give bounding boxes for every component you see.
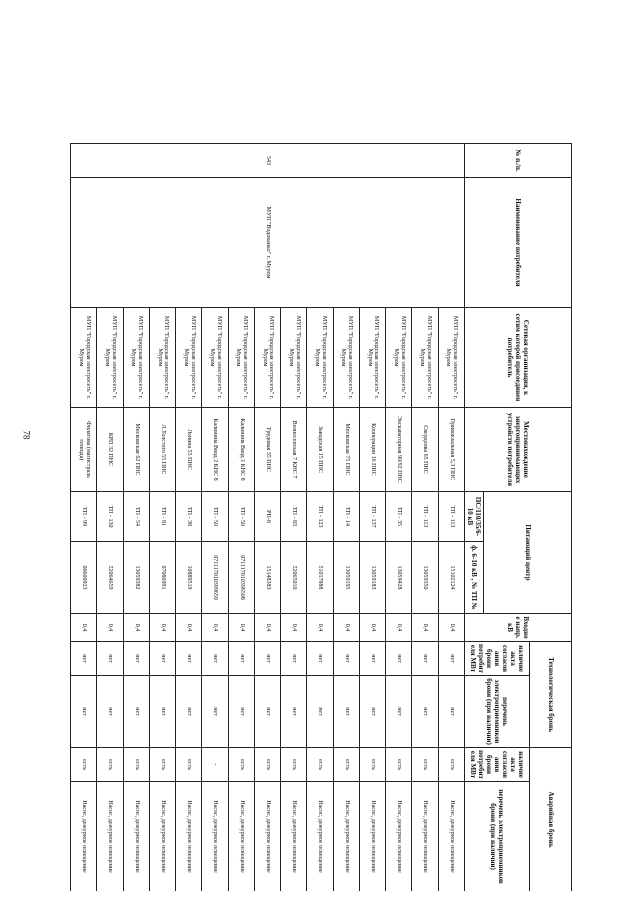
table-header: [464, 144, 571, 892]
ps-cell: ТП - 130: [97, 492, 123, 542]
org-cell: МУП "Городская электросеть" г. Муром: [202, 308, 228, 408]
emerg-act-cell: есть: [359, 748, 385, 782]
emerg-list-cell: Насос, дежурное освещение: [228, 782, 254, 891]
tech-act-cell: нет: [176, 642, 202, 676]
org-cell: МУП "Городская электросеть" г. Муром: [438, 308, 464, 408]
consumer-number-cell: 543: [71, 144, 465, 178]
tech-list-cell: нет: [71, 676, 97, 748]
tech-act-cell: нет: [254, 642, 280, 676]
tp-cell: 15148383: [254, 542, 280, 614]
voltage-cell: 0,4: [307, 614, 333, 642]
tech-act-cell: нет: [333, 642, 359, 676]
tp-cell: 10889519: [176, 542, 202, 614]
voltage-cell: 0,4: [202, 614, 228, 642]
emerg-list-cell: Насос, дежурное освещение: [412, 782, 438, 891]
col-tech-header: Технологическая бронь: [530, 642, 572, 748]
consumer-name-cell: МУП "Водоканал" г. Муром: [71, 178, 465, 308]
tech-act-cell: нет: [412, 642, 438, 676]
org-cell: МУП "Городская электросеть" г. Муром: [71, 308, 97, 408]
voltage-cell: 0,4: [149, 614, 175, 642]
page-number: 78: [21, 430, 32, 440]
location-cell: Калинина Ввод 1 КНС 8: [228, 408, 254, 492]
tech-list-cell: нет: [228, 676, 254, 748]
emerg-act-cell: есть: [71, 748, 97, 782]
tech-list-cell: нет: [307, 676, 333, 748]
tech-list-cell: нет: [281, 676, 307, 748]
emerg-list-cell: Насос, дежурное освещение: [97, 782, 123, 891]
location-cell: Московская 75 ПНС: [333, 408, 359, 492]
location-cell: Заводская 15 ПНС: [307, 408, 333, 492]
voltage-cell: 0,4: [333, 614, 359, 642]
location-cell: Калинина Ввод 2 КНС 8: [202, 408, 228, 492]
emerg-list-cell: Насос, дежурное освещение: [307, 782, 333, 891]
location-cell: Свердлова 65 ПНС: [412, 408, 438, 492]
tech-list-cell: нет: [97, 676, 123, 748]
tech-act-cell: нет: [97, 642, 123, 676]
tp-cell: 13059195: [333, 542, 359, 614]
emerg-list-cell: Насос, дежурное освещение: [202, 782, 228, 891]
tp-cell: 13059183: [359, 542, 385, 614]
voltage-cell: 0,4: [386, 614, 412, 642]
emerg-list-cell: Насос, дежурное освещение: [333, 782, 359, 891]
voltage-cell: 0,4: [412, 614, 438, 642]
org-cell: МУП "Городская электросеть" г. Муром: [123, 308, 149, 408]
location-cell: Экскаваторная 90/92 ПНС: [386, 408, 412, 492]
ps-cell: ТП - 113: [412, 492, 438, 542]
ps-cell: ТП - 50: [228, 492, 254, 542]
location-cell: Привокзальная 5,3 ПНС: [438, 408, 464, 492]
emerg-list-cell: Насос, дежурное освещение: [438, 782, 464, 891]
rotated-table-container: [70, 143, 572, 891]
col-tech-act-header: наличие акта согласования брони потребителя МВт: [464, 642, 529, 676]
tp-cell: 071117010399659: [202, 542, 228, 614]
tech-act-cell: нет: [359, 642, 385, 676]
emerg-act-cell: -: [202, 748, 228, 782]
emerg-list-cell: Насос, дежурное освещение: [123, 782, 149, 891]
tech-act-cell: нет: [386, 642, 412, 676]
ps-cell: ТП - 113: [438, 492, 464, 542]
ps-cell: РП-8: [254, 492, 280, 542]
emerg-act-cell: есть: [149, 748, 175, 782]
location-cell: Л.Толстого 55 ПНС: [149, 408, 175, 492]
tp-cell: 52064659: [97, 542, 123, 614]
ps-cell: ТП - 99: [71, 492, 97, 542]
col-center-ps-header: ПС/110/35/6-10 кВ: [464, 492, 483, 542]
tp-cell: 071117010396508: [228, 542, 254, 614]
emerg-list-cell: Насос, дежурное освещение: [281, 782, 307, 891]
location-cell: КРП 32 ПНС: [97, 408, 123, 492]
col-voltage-header: Входное напр. кВ: [464, 614, 571, 642]
emerg-act-cell: есть: [176, 748, 202, 782]
voltage-cell: 0,4: [359, 614, 385, 642]
ps-cell: ТП - 137: [359, 492, 385, 542]
emerg-act-cell: есть: [412, 748, 438, 782]
col-emerg-header: Аварийная бронь: [530, 748, 572, 891]
ps-cell: ТП - 38: [176, 492, 202, 542]
org-cell: МУП "Городская электросеть" г. Муром: [97, 308, 123, 408]
reserve-table: [70, 143, 572, 891]
org-cell: МУП "Городская электросеть" г. Муром: [228, 308, 254, 408]
col-tech-list-header: перечень электроприемников брони (при наличии): [464, 676, 529, 748]
voltage-cell: 0,4: [97, 614, 123, 642]
voltage-cell: 0,4: [71, 614, 97, 642]
tech-list-cell: нет: [333, 676, 359, 748]
tp-cell: 15102124: [438, 542, 464, 614]
tech-list-cell: нет: [359, 676, 385, 748]
emerg-act-cell: есть: [123, 748, 149, 782]
tech-act-cell: нет: [149, 642, 175, 676]
voltage-cell: 0,4: [254, 614, 280, 642]
location-cell: Кооперации 16 ПНС: [359, 408, 385, 492]
tp-cell: 52065010: [281, 542, 307, 614]
tech-list-cell: нет: [123, 676, 149, 748]
tech-act-cell: нет: [71, 642, 97, 676]
org-cell: МУП "Городская электросеть" г. Муром: [281, 308, 307, 408]
tech-list-cell: нет: [386, 676, 412, 748]
emerg-act-cell: есть: [386, 748, 412, 782]
emerg-act-cell: есть: [97, 748, 123, 782]
tech-list-cell: нет: [412, 676, 438, 748]
ps-cell: ТП - 35: [386, 492, 412, 542]
location-cell: Вознесенская 7 КНС 7: [281, 408, 307, 492]
tp-cell: 00600923: [71, 542, 97, 614]
org-cell: МУП "Городская электросеть" г. Муром: [359, 308, 385, 408]
tp-cell: 07086991: [149, 542, 175, 614]
rotated-table-content: [70, 143, 572, 891]
tech-act-cell: нет: [438, 642, 464, 676]
emerg-act-cell: есть: [254, 748, 280, 782]
tech-list-cell: нет: [176, 676, 202, 748]
emerg-act-cell: есть: [333, 748, 359, 782]
tp-cell: 13059350: [412, 542, 438, 614]
col-center-header: Питающий центр: [484, 492, 572, 614]
org-cell: МУП "Городская электросеть" г. Муром: [386, 308, 412, 408]
org-cell: МУП "Городская электросеть" г. Муром: [176, 308, 202, 408]
location-cell: Московская 62 ПНС: [123, 408, 149, 492]
col-location-header: Местонахождение энергопринимающих устройств потребителя: [464, 408, 571, 492]
voltage-cell: 0,4: [176, 614, 202, 642]
ps-cell: ТП - 50: [202, 492, 228, 542]
ps-cell: ТП - 83: [281, 492, 307, 542]
tech-list-cell: нет: [438, 676, 464, 748]
emerg-list-cell: Насос, дежурное освещение: [176, 782, 202, 891]
tech-act-cell: нет: [281, 642, 307, 676]
voltage-cell: 0,4: [123, 614, 149, 642]
ps-cell: ТП - 14: [333, 492, 359, 542]
tech-act-cell: нет: [307, 642, 333, 676]
emerg-act-cell: есть: [438, 748, 464, 782]
emerg-list-cell: Насос, дежурное освещение: [254, 782, 280, 891]
tech-list-cell: нет: [149, 676, 175, 748]
org-cell: МУП "Городская электросеть" г. Муром: [307, 308, 333, 408]
table-body: [71, 144, 465, 892]
org-cell: МУП "Городская электросеть" г. Муром: [149, 308, 175, 408]
emerg-list-cell: Насос, дежурное освещение: [359, 782, 385, 891]
tech-act-cell: нет: [123, 642, 149, 676]
tp-cell: 51017888: [307, 542, 333, 614]
org-cell: МУП "Городская электросеть" г. Муром: [254, 308, 280, 408]
tech-act-cell: нет: [228, 642, 254, 676]
col-num-header: № п./п.: [464, 144, 571, 178]
tp-cell: 13059382: [123, 542, 149, 614]
location-cell: Трудовая 35 ПНС: [254, 408, 280, 492]
tp-cell: 13059428: [386, 542, 412, 614]
emerg-act-cell: есть: [228, 748, 254, 782]
ps-cell: ТП - 54: [123, 492, 149, 542]
voltage-cell: 0,4: [438, 614, 464, 642]
voltage-cell: 0,4: [281, 614, 307, 642]
tech-list-cell: нет: [254, 676, 280, 748]
location-cell: Филатова (магистраль техвода): [71, 408, 97, 492]
col-org-header: Сетевая организация, к сетям которой присоединен потребитель: [464, 308, 571, 408]
tech-list-cell: нет: [202, 676, 228, 748]
emerg-act-cell: есть: [281, 748, 307, 782]
col-center-tp-header: ф. 6-10 кВ , № ТП №: [464, 542, 483, 614]
emerg-act-cell: есть: [307, 748, 333, 782]
emerg-list-cell: Насос, дежурное освещение: [149, 782, 175, 891]
location-cell: Ленина 55 ПНС: [176, 408, 202, 492]
emerg-list-cell: Насос, дежурное освещение: [71, 782, 97, 891]
tech-act-cell: нет: [202, 642, 228, 676]
voltage-cell: 0,4: [228, 614, 254, 642]
ps-cell: ТП - 81: [149, 492, 175, 542]
org-cell: МУП "Городская электросеть" г. Муром: [412, 308, 438, 408]
col-emerg-list-header: перечень электроприемников брони (при наличии): [464, 782, 529, 891]
col-consumer-header: Наименование потребителя: [464, 178, 571, 308]
ps-cell: ТП - 123: [307, 492, 333, 542]
emerg-list-cell: Насос, дежурное освещение: [386, 782, 412, 891]
org-cell: МУП "Городская электросеть" г. Муром: [333, 308, 359, 408]
col-emerg-act-header: наличие акта согласования брони потребителя МВт: [464, 748, 529, 782]
